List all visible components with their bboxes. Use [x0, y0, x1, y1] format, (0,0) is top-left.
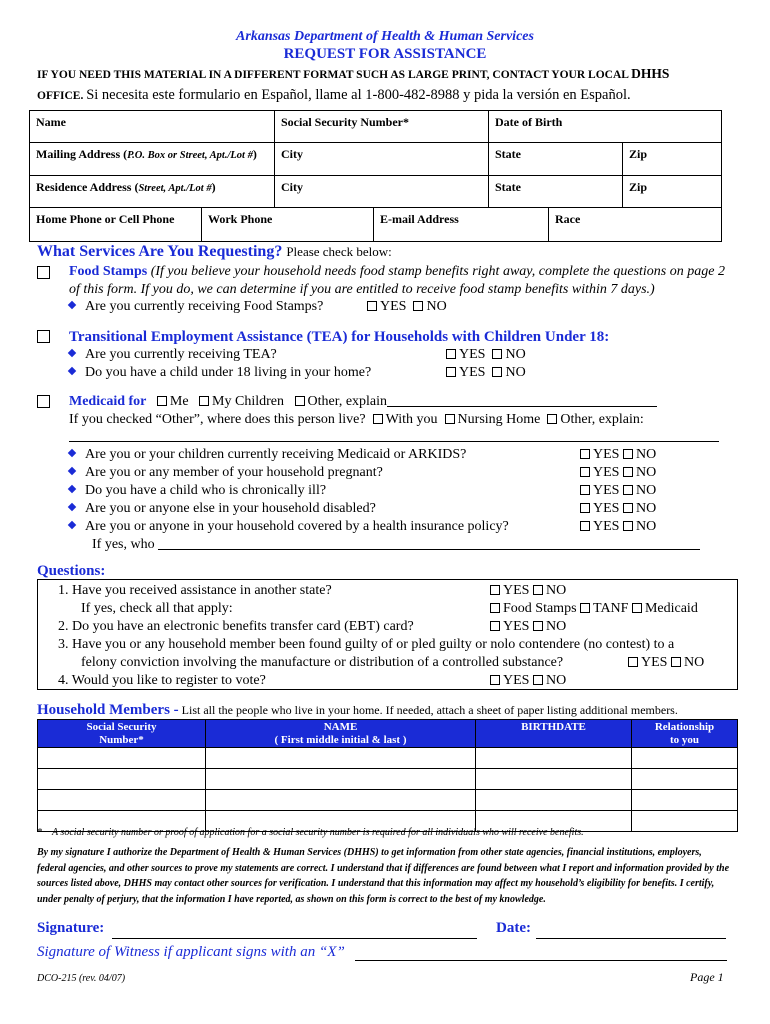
if-yes-who-line[interactable] [158, 536, 700, 550]
residence-address-field[interactable]: Residence Address (Street, Apt./Lot #) [30, 176, 275, 208]
table-row [38, 769, 738, 790]
q2-no-checkbox[interactable] [533, 621, 543, 631]
q1-tanf-checkbox[interactable] [580, 603, 590, 613]
mq4-no-checkbox[interactable] [623, 503, 633, 513]
with-you-checkbox[interactable] [373, 414, 383, 424]
race-field[interactable]: Race [549, 208, 722, 242]
tea-q1-no-checkbox[interactable] [492, 349, 502, 359]
mq1-yes-checkbox[interactable] [580, 449, 590, 459]
mq1-no-checkbox[interactable] [623, 449, 633, 459]
medicaid-questions: Are you or your children currently receiving Medicaid or ARKIDS? Are you or any member of your household pregnant? Do you have a child who is chronically ill? Are you or anyone else in your household disabled? Are you or anyone in your household covered by a health insurance policy? [69, 446, 509, 536]
residence-zip-field[interactable]: Zip [623, 176, 722, 208]
questions-heading: Questions: [37, 563, 106, 579]
household-members-table [37, 719, 738, 832]
other-live-checkbox[interactable] [547, 414, 557, 424]
mailing-state-field[interactable]: State [489, 143, 623, 176]
bullet-icon [68, 367, 76, 375]
medicaid-other-line[interactable] [387, 393, 657, 407]
q1-food-stamps-checkbox[interactable] [490, 603, 500, 613]
if-yes-who-row: If yes, who [92, 536, 700, 554]
bullet-icon [68, 503, 76, 511]
notice-dhhs: DHHS [631, 66, 670, 81]
mailing-address-field[interactable]: Mailing Address (P.O. Box or Street, Apt./Lot #) [30, 143, 275, 176]
table-row [38, 790, 738, 811]
table-row [38, 748, 738, 769]
bullet-icon [68, 521, 76, 529]
residence-state-field[interactable]: State [489, 176, 623, 208]
format-notice [37, 64, 737, 106]
food-stamps-no-checkbox[interactable] [413, 301, 423, 311]
other-where-row: If you checked “Other”, where does this person live? With you Nursing Home Other, explain: [69, 412, 644, 427]
household-heading-row [37, 702, 678, 719]
notice-text: IF YOU NEED THIS MATERIAL IN A DIFFERENT FORMAT SUCH AS LARGE PRINT, CONTACT YOUR LOCAL [37, 69, 629, 81]
col-ssn: Social Security Number* [38, 720, 206, 748]
q4-no-checkbox[interactable] [533, 675, 543, 685]
col-name: NAME ( First middle initial & last ) [206, 720, 476, 748]
medicaid-checkbox[interactable] [37, 395, 50, 408]
tea-question-2: Do you have a child under 18 living in your home? [69, 364, 371, 382]
q1-yes-checkbox[interactable] [490, 585, 500, 595]
food-stamps-block [69, 263, 737, 299]
page-number: Page 1 [690, 970, 724, 984]
email-field[interactable]: E-mail Address [374, 208, 549, 242]
form-number: DCO-215 (rev. 04/07) [37, 973, 126, 984]
tea-q2-no-checkbox[interactable] [492, 367, 502, 377]
questions-list: 1. Have you received assistance in another state? YES NO If yes, check all that apply: Food Stamps TANF Medicaid 2. Do you have an electronic benefits transfer card (EBT) card? YES NO 3. Have you or any household member been found guilty of or pled guilty or nolo contendere (no contest) to a felony conviction involving the manufacture or distribution of a controlled substance? YES NO 4. Would you like to register to vote? YES NO [58, 583, 705, 688]
home-phone-field[interactable]: Home Phone or Cell Phone [30, 208, 202, 242]
q2-yes-checkbox[interactable] [490, 621, 500, 631]
bullet-icon [68, 349, 76, 357]
name-field[interactable]: Name [30, 111, 275, 143]
question-2: 2. Do you have an electronic benefits transfer card (EBT) card? [58, 619, 414, 634]
question-4: 4. Would you like to register to vote? [58, 673, 266, 688]
medicaid-answers: YES NO YES NO YES NO YES NO YES NO [580, 446, 656, 536]
food-stamps-question: Are you currently receiving Food Stamps? [69, 298, 323, 316]
tea-q1-yes-checkbox[interactable] [446, 349, 456, 359]
mq4-yes-checkbox[interactable] [580, 503, 590, 513]
mq5-yes-checkbox[interactable] [580, 521, 590, 531]
medicaid-other-checkbox[interactable] [295, 396, 305, 406]
ssn-field[interactable]: Social Security Number* [275, 111, 489, 143]
bullet-icon [68, 301, 76, 309]
household-heading: Household Members - [37, 702, 179, 718]
question-3-cont: felony conviction involving the manufacture or distribution of a controlled substance? [81, 655, 564, 670]
household-instruction: List all the people who live in your home. If needed, attach a sheet of paper listing additional members. [181, 703, 678, 717]
bullet-icon [68, 467, 76, 475]
authorization-text: By my signature I authorize the Department of Health & Human Services (DHHS) to get information from other state agencies, financial institutions, employers, federal agencies, and other sources to prove my statements are correct. I understand that if differences are found between what I report and information provided by the sources listed above, DHHS may contact other sources for verification. I understand that this information may affect my household’s eligibility for benefits. I certify, under penalty of perjury, that the information I have reported, as shown on this form is correct to the best of my knowledge. [37, 847, 730, 905]
question-1-followup: If yes, check all that apply: [81, 601, 233, 616]
mq2-no-checkbox[interactable] [623, 467, 633, 477]
food-stamps-note: (If you believe your household needs food stamp benefits right away, complete the questions on page 2 of this form. If you do, we can determine if you are entitled to receive food stamp benefits within 7 days.) [69, 264, 725, 297]
bullet-icon [68, 449, 76, 457]
tea-q2-yes-checkbox[interactable] [446, 367, 456, 377]
tea-label: Transitional Employment Assistance (TEA) for Households with Children Under 18: [69, 329, 610, 345]
mailing-city-field[interactable]: City [275, 143, 489, 176]
medicaid-me-checkbox[interactable] [157, 396, 167, 406]
other-explain-line[interactable] [69, 441, 719, 442]
witness-label: Signature of Witness if applicant signs with an “X” [37, 944, 345, 960]
signature-line[interactable] [112, 938, 477, 939]
medicaid-label: Medicaid for [69, 394, 147, 409]
medicaid-row: Medicaid for Me My Children Other, explain [69, 393, 657, 411]
food-stamps-checkbox[interactable] [37, 266, 50, 279]
tea-checkbox[interactable] [37, 330, 50, 343]
mq5-no-checkbox[interactable] [623, 521, 633, 531]
applicant-info-table [29, 110, 722, 208]
bullet-icon [68, 485, 76, 493]
spanish-notice: Si necesita este formulario en Español, llame al 1-800-482-8988 y pida la versión en Español. [86, 87, 631, 103]
col-relationship: Relationship to you [632, 720, 738, 748]
col-birthdate: BIRTHDATE [476, 720, 632, 748]
dob-field[interactable]: Date of Birth [489, 111, 722, 143]
tea-question-1: Are you currently receiving TEA? [69, 346, 277, 364]
medicaid-children-checkbox[interactable] [199, 396, 209, 406]
q1-medicaid-checkbox[interactable] [632, 603, 642, 613]
mq3-no-checkbox[interactable] [623, 485, 633, 495]
date-label: Date: [496, 920, 531, 936]
question-3: 3. Have you or any household member been found guilty of or pled guilty or nolo contendere (no contest) to a [58, 637, 675, 652]
mq3-yes-checkbox[interactable] [580, 485, 590, 495]
services-heading: What Services Are You Requesting? Please check below: [37, 243, 392, 260]
mq2-yes-checkbox[interactable] [580, 467, 590, 477]
work-phone-field[interactable]: Work Phone [202, 208, 374, 242]
nursing-home-checkbox[interactable] [445, 414, 455, 424]
form-title: REQUEST FOR ASSISTANCE [283, 46, 487, 62]
q4-yes-checkbox[interactable] [490, 675, 500, 685]
mailing-zip-field[interactable]: Zip [623, 143, 722, 176]
question-1: 1. Have you received assistance in another state? [58, 583, 332, 598]
date-line[interactable] [536, 938, 726, 939]
q3-yes-checkbox[interactable] [628, 657, 638, 667]
residence-city-field[interactable]: City [275, 176, 489, 208]
food-stamps-label: Food Stamps [69, 264, 148, 279]
agency-title: Arkansas Department of Health & Human Services [236, 29, 534, 44]
food-stamps-yes-checkbox[interactable] [367, 301, 377, 311]
contact-info-table [29, 207, 722, 242]
notice-office: OFFICE. [37, 90, 84, 102]
ssn-footnote: * A social security number or proof of application for a social security number is required for all individuals who will receive benefits. [37, 827, 584, 838]
services-instruction: Please check below: [286, 244, 392, 259]
signature-label: Signature: [37, 920, 105, 936]
q1-no-checkbox[interactable] [533, 585, 543, 595]
witness-line[interactable] [355, 960, 727, 961]
q3-no-checkbox[interactable] [671, 657, 681, 667]
